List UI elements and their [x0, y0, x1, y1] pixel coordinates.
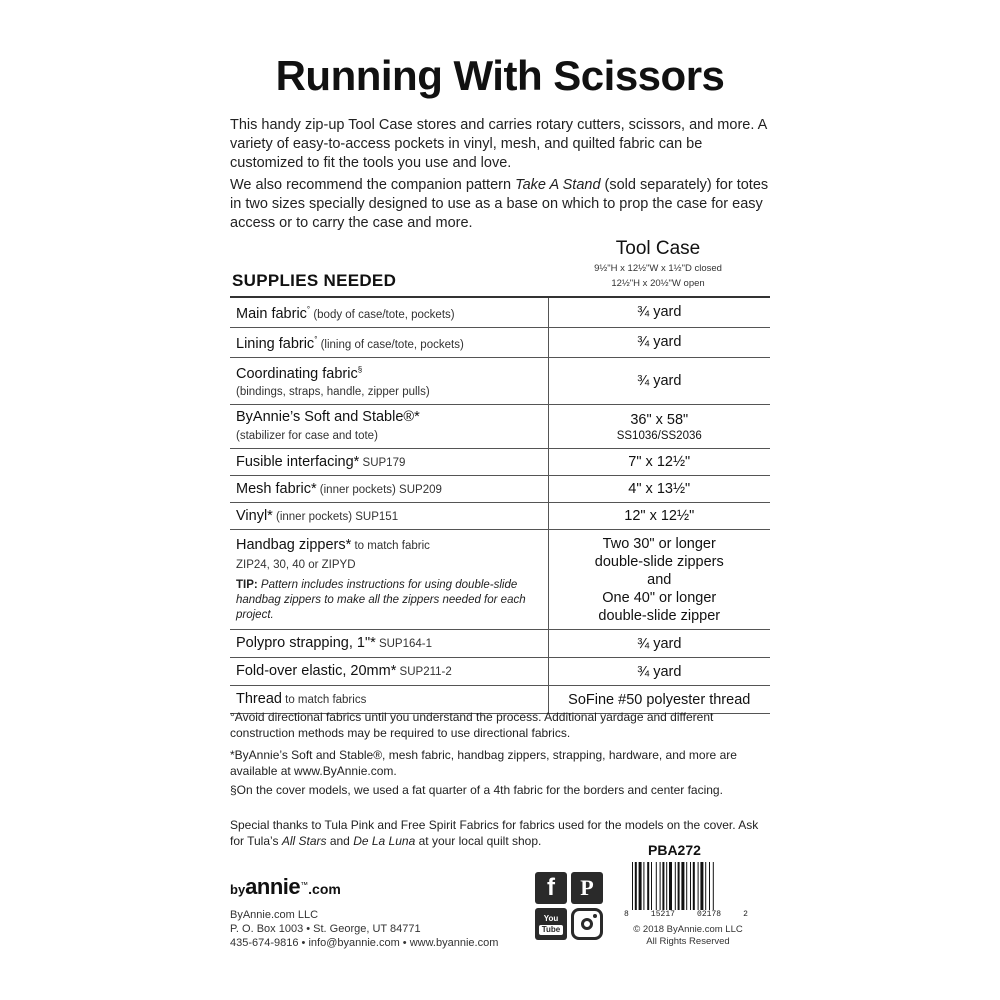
supply-item: ByAnnie’s Soft and Stable®* (stabilizer for case and tote): [230, 405, 548, 449]
supply-amount: ¾ yard: [548, 327, 770, 357]
supply-amount: SoFine #50 polyester thread: [548, 686, 770, 714]
company-address: [230, 908, 498, 950]
intro-p2-text: We also recommend the companion pattern: [230, 177, 516, 193]
facebook-icon[interactable]: f: [535, 872, 567, 904]
copyright-line: © 2018 ByAnnie.com LLC: [633, 924, 743, 935]
byannie-logo: byannie™.com: [230, 874, 341, 899]
supplies-heading: SUPPLIES NEEDED: [232, 271, 397, 290]
dims-open: 12½"H x 20½"W open: [611, 278, 705, 289]
barcode-digits: 8 15217 02178 2: [624, 910, 748, 919]
note-thanks: Special thanks to Tula Pink and Free Spirit Fabrics for fabrics used for the models on the cover. Ask for Tula’s All Stars and De La Luna at your local quilt shop.: [230, 818, 759, 848]
note-cover-models: §On the cover models, we used a fat quarter of a 4th fabric for the borders and center facing.: [230, 783, 723, 797]
contact-line: 435-674-9816 • info@byannie.com • www.byannie.com: [230, 937, 499, 949]
instagram-icon[interactable]: [571, 908, 603, 940]
supply-item: Lining fabric° (lining of case/tote, pockets): [230, 327, 548, 357]
table-row: [230, 297, 770, 327]
supply-item: Coordinating fabric§ (bindings, straps, handle, zipper pulls): [230, 357, 548, 405]
companion-pattern-name: Take A Stand: [515, 177, 601, 193]
po-box: P. O. Box 1003 • St. George, UT 84771: [230, 923, 421, 935]
intro-paragraph-1: This handy zip-up Tool Case stores and carries rotary cutters, scissors, and more. A variety of easy-to-access pockets in vinyl, mesh, and quilted fabric can be customized to fit the tools you use and love.: [230, 117, 767, 171]
note-availability: *ByAnnie’s Soft and Stable®, mesh fabric, handbag zippers, strapping, hardware, and more are available at www.ByAnnie.com.: [230, 748, 737, 778]
company-name: ByAnnie.com LLC: [230, 909, 319, 921]
table-row: [230, 530, 770, 630]
sku-code: PBA272: [648, 842, 701, 858]
table-row: [230, 405, 770, 449]
table-row: [230, 327, 770, 357]
zipper-tip: TIP: Pattern includes instructions for using double-slide handbag zippers to make all the zippers needed for each project.: [236, 579, 526, 622]
intro-paragraph-2: [230, 176, 770, 233]
table-row: [230, 476, 770, 503]
supply-item: Mesh fabric* (inner pockets) SUP209: [230, 476, 548, 503]
intro-p2-text-end: (sold separately) for totes in two sizes specially designed to use as a base on which to prop the case for easy access or to carry the case and more.: [230, 177, 769, 231]
supply-amount: ¾ yard: [548, 297, 770, 327]
table-row: [230, 503, 770, 530]
rights-line: All Rights Reserved: [646, 936, 730, 947]
supply-item: Thread to match fabrics: [230, 686, 548, 714]
note-directional-fabrics: °Avoid directional fabrics until you understand the process. Additional yardage and different construction methods may be required to use directional fabrics.: [230, 710, 714, 740]
supply-item: Main fabric° (body of case/tote, pockets): [230, 297, 548, 327]
supply-amount: ¾ yard: [548, 630, 770, 658]
supply-item: Vinyl* (inner pockets) SUP151: [230, 503, 548, 530]
supplies-table: [230, 296, 770, 714]
supply-amount: 4" x 13½": [548, 476, 770, 503]
supply-item: Polypro strapping, 1"* SUP164-1: [230, 630, 548, 658]
social-icons: [535, 872, 607, 944]
supply-amount: ¾ yard: [548, 357, 770, 405]
barcode: [630, 862, 742, 910]
supply-amount: 12" x 12½": [548, 503, 770, 530]
supply-amount: ¾ yard: [548, 658, 770, 686]
table-row: [230, 357, 770, 405]
table-row: [230, 658, 770, 686]
supply-amount: 36" x 58" SS1036/SS2036: [548, 405, 770, 449]
supply-item: Fusible interfacing* SUP179: [230, 449, 548, 476]
supply-item: Handbag zippers* to match fabric ZIP24, 30, 40 or ZIPYD TIP: Pattern includes instructions for using double-slide handbag zippers to make all the zippers needed for each project.: [230, 530, 548, 630]
pinterest-icon[interactable]: P: [571, 872, 603, 904]
dims-closed: 9½"H x 12½"W x 1½"D closed: [594, 263, 722, 274]
table-row: [230, 449, 770, 476]
tool-case-column-header: [548, 238, 768, 290]
youtube-icon[interactable]: You Tube: [535, 908, 567, 940]
tool-case-heading: Tool Case: [615, 238, 701, 259]
supply-amount: 7" x 12½": [548, 449, 770, 476]
supply-amount: Two 30" or longer double-slide zippers and One 40" or longer double-slide zipper: [548, 530, 770, 630]
copyright: [620, 924, 756, 948]
table-row: [230, 630, 770, 658]
page-title: Running With Scissors: [275, 52, 725, 99]
supply-item: Fold-over elastic, 20mm* SUP211-2: [230, 658, 548, 686]
